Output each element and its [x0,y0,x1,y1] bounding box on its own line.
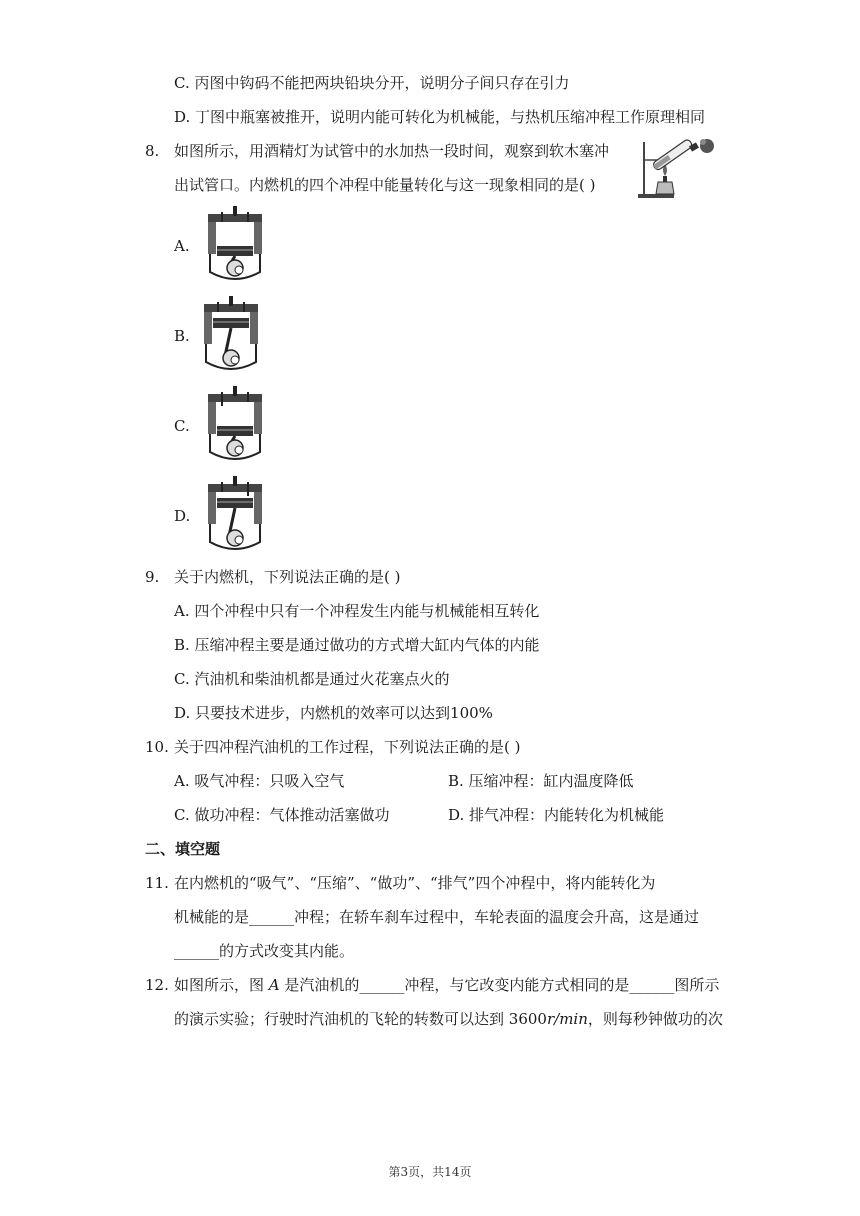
engine-figure-c [200,386,270,466]
section-heading-fill-in: 二、填空题 [145,840,221,858]
q8-option-b-label: B. [174,327,190,345]
test-tube-heating-figure [632,134,716,204]
q11-number: 11. [145,874,169,892]
q9-option-a: A. 四个冲程中只有一个冲程发生内能与机械能相互转化 [174,602,540,620]
q10-option-d: D. 排气冲程：内能转化为机械能 [448,806,665,824]
q10-stem: 关于四冲程汽油机的工作过程，下列说法正确的是( ) [174,738,521,756]
q10-option-c: C. 做功冲程：气体推动活塞做功 [174,806,390,824]
q8-option-c-label: C. [174,417,190,435]
page-footer: 第3页，共14页 [388,1165,472,1179]
q9-option-c: C. 汽油机和柴油机都是通过火花塞点火的 [174,670,450,688]
q10-option-b: B. 压缩冲程：缸内温度降低 [448,772,634,790]
engine-figure-a [200,206,270,286]
q10-option-a: A. 吸气冲程：只吸入空气 [174,772,345,790]
q9-option-b: B. 压缩冲程主要是通过做功的方式增大缸内气体的内能 [174,636,540,654]
q12-line2: 的演示实验；行驶时汽油机的飞轮的转数可以达到 3600r/min，则每秒钟做功的次 [174,1010,723,1028]
q8-number: 8. [145,142,160,160]
engine-figure-b [196,296,266,376]
q8-stem-line1: 如图所示，用酒精灯为试管中的水加热一段时间，观察到软木塞冲 [174,142,610,160]
q12-variable-a: A [268,976,280,994]
q8-stem-line2: 出试管口。内燃机的四个冲程中能量转化与这一现象相同的是( ) [174,176,596,194]
q11-line1: 在内燃机的“吸气”、“压缩”、“做功”、“排气”四个冲程中，将内能转化为 [174,874,656,892]
q8-option-a-label: A. [174,237,190,255]
q9-option-d: D. 只要技术进步，内燃机的效率可以达到100% [174,704,493,722]
q7-option-c: C. 丙图中钩码不能把两块铅块分开，说明分子间只存在引力 [174,74,570,92]
q12-number: 12. [145,976,169,994]
q7-option-d: D. 丁图中瓶塞被推开，说明内能可转化为机械能，与热机压缩冲程工作原理相同 [174,108,706,126]
q11-line3: ______的方式改变其内能。 [174,942,355,960]
q10-number: 10. [145,738,169,756]
q12-rpm-unit: r/min [546,1010,588,1028]
q9-number: 9. [145,568,160,586]
q12-rpm-value: 3600 [508,1010,547,1028]
q8-option-d-label: D. [174,507,191,525]
q11-line2: 机械能的是______冲程；在轿车刹车过程中，车轮表面的温度会升高，这是通过 [174,908,700,926]
q12-line1: 如图所示，图 A 是汽油机的______冲程，与它改变内能方式相同的是______图所示 [174,976,720,994]
q9-stem: 关于内燃机，下列说法正确的是( ) [174,568,401,586]
engine-figure-d [200,476,270,556]
